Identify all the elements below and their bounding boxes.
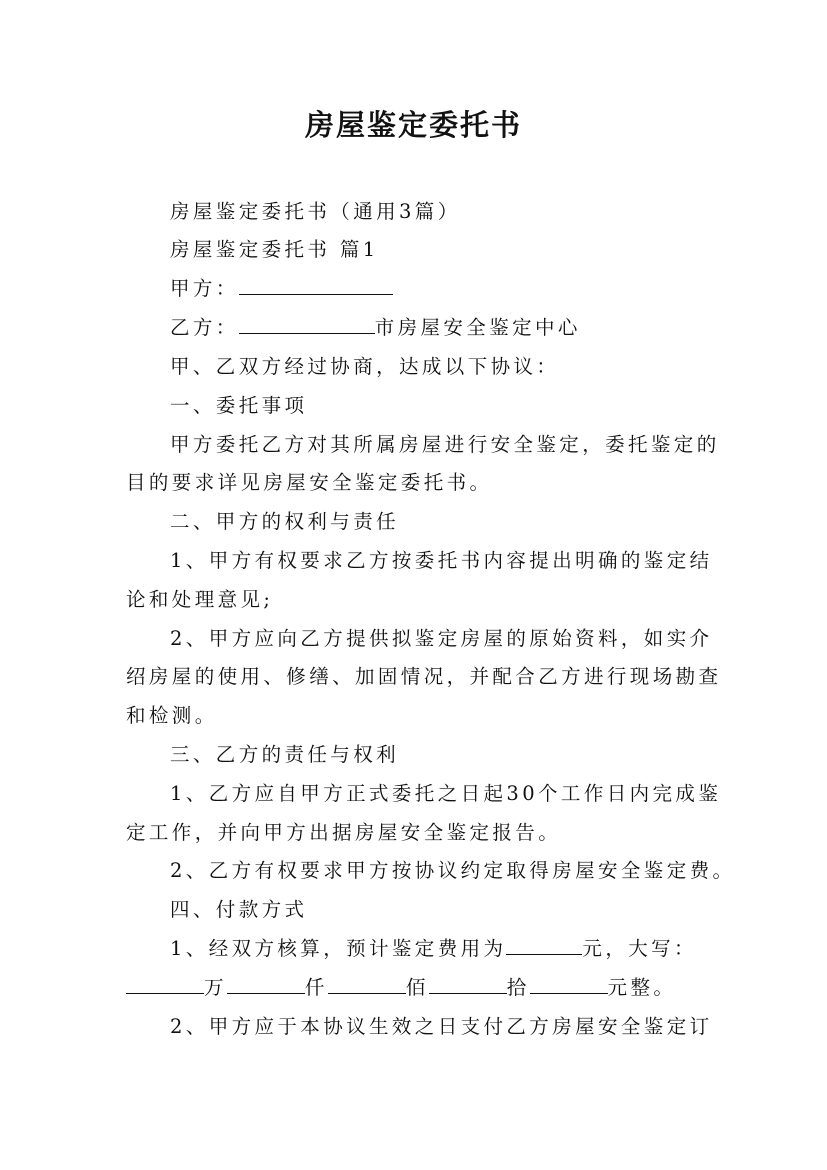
party-b-label: 乙方： (170, 316, 239, 339)
clause-heading: 三、乙方的责任与权利 (170, 743, 400, 766)
wan-blank (126, 975, 204, 994)
shi-label: 拾 (506, 976, 530, 999)
clause-heading: 四、付款方式 (170, 898, 308, 921)
paragraph-line: 2、乙方有权要求甲方按协议约定取得房屋安全鉴定费。 (170, 859, 736, 882)
party-a-blank (239, 276, 393, 295)
paragraph-line: 2、甲方应于本协议生效之日支付乙方房屋安全鉴定订 (170, 1015, 713, 1038)
party-a-label: 甲方： (170, 277, 239, 300)
paragraph-line: 和检测。 (126, 704, 218, 727)
yuan-label: 元整。 (607, 976, 677, 999)
paragraph-line: 绍房屋的使用、修缮、加固情况，并配合乙方进行现场勘查 (126, 665, 722, 688)
amount-line (126, 975, 676, 1001)
paragraph-line: 甲、乙双方经过协商，达成以下协议： (170, 355, 560, 378)
shi-blank (429, 975, 507, 994)
document-title: 房屋鉴定委托书 (304, 108, 522, 142)
wan-label: 万 (204, 976, 227, 999)
paragraph-line: 1、甲方有权要求乙方按委托书内容提出明确的鉴定结 (170, 549, 713, 572)
bai-label: 佰 (405, 976, 429, 999)
party-b-line (170, 315, 581, 341)
qian-label: 仟 (304, 976, 328, 999)
party-b-org: 市房屋安全鉴定中心 (374, 316, 581, 339)
clause-heading: 一、委托事项 (170, 394, 308, 417)
paragraph-line: 目的要求详见房屋安全鉴定委托书。 (126, 471, 493, 494)
subtitle-line: 房屋鉴定委托书（通用3篇） (170, 200, 461, 223)
payment-line (170, 936, 697, 962)
paragraph-line: 定工作，并向甲方出据房屋安全鉴定报告。 (126, 821, 562, 844)
paragraph-line: 甲方委托乙方对其所属房屋进行安全鉴定，委托鉴定的 (170, 433, 720, 456)
yuan-blank (530, 975, 608, 994)
paragraph-line: 2、甲方应向乙方提供拟鉴定房屋的原始资料，如实介 (170, 627, 713, 650)
fee-blank (506, 936, 582, 955)
payment-text: 1、经双方核算，预计鉴定费用为 (170, 937, 507, 960)
party-a-line (170, 276, 393, 302)
paragraph-line: 1、乙方应自甲方正式委托之日起30个工作日内完成鉴 (170, 782, 722, 805)
bai-blank (328, 975, 406, 994)
paragraph-line: 论和处理意见; (126, 588, 274, 611)
qian-blank (227, 975, 305, 994)
section-heading: 房屋鉴定委托书 篇1 (170, 238, 379, 261)
clause-heading: 二、甲方的权利与责任 (170, 510, 400, 533)
party-b-blank (239, 315, 375, 334)
payment-text-2: 元，大写： (582, 937, 697, 960)
